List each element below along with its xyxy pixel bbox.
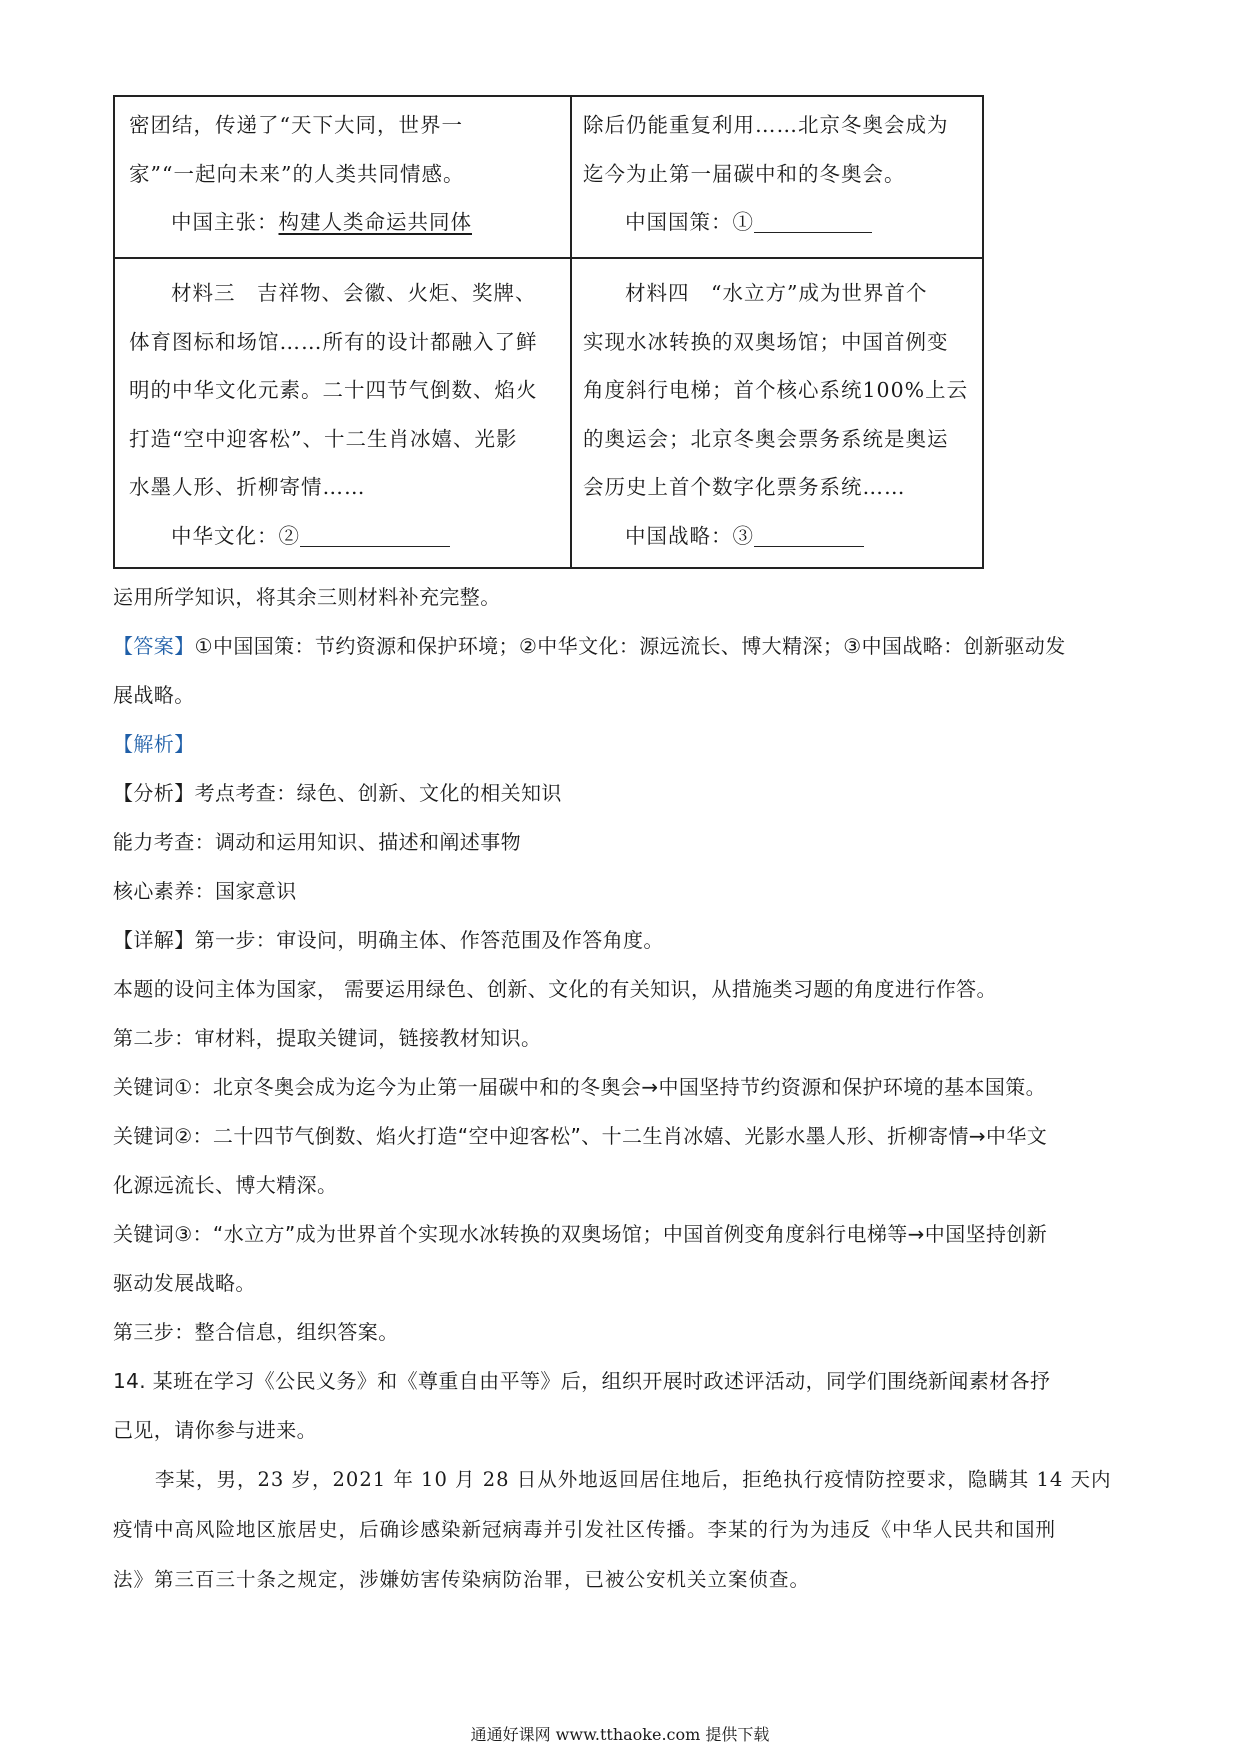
blank-two[interactable] <box>300 524 450 547</box>
page-footer: 通通好课网 www.tthaoke.com 提供下载 <box>470 1725 770 1744</box>
cell-text: 打造“空中迎客松”、十二生肖冰嬉、光影 <box>129 426 518 451</box>
cell-text: 的奥运会；北京冬奥会票务系统是奥运 <box>583 426 949 451</box>
analysis-line: 【分析】考点考查：绿色、创新、文化的相关知识 <box>113 781 562 805</box>
cell-text: 材料四 “水立方”成为世界首个 <box>625 281 928 305</box>
blank-one[interactable] <box>754 210 872 233</box>
claim-value: 构建人类命运共同体 <box>278 210 472 234</box>
table-divider-vertical <box>570 97 572 567</box>
cell-material-recycle <box>583 101 949 247</box>
question-14: 14. 某班在学习《公民义务》和《尊重自由平等》后，组织开展时政述评活动，同学们围绕新闻素材各抒 <box>113 1369 1051 1393</box>
analysis-line: 【详解】第一步：审设问，明确主体、作答范围及作答角度。 <box>113 928 664 952</box>
cell-text: 实现水冰转换的双奥场馆；中国首例变 <box>583 329 949 354</box>
claim-label: 中国主张： <box>171 210 279 234</box>
instruction: 运用所学知识，将其余三则材料补充完整。 <box>113 585 501 609</box>
answer-line-2: 展战略。 <box>113 683 195 707</box>
china-policy <box>583 198 949 247</box>
table-divider-horizontal <box>115 257 982 259</box>
blank-three[interactable] <box>754 524 864 547</box>
analysis-line: 第三步：整合信息，组织答案。 <box>113 1320 399 1344</box>
answer-text: ①中国国策：节约资源和保护环境；②中华文化：源远流长、博大精深；③中国战略：创新驱动发 <box>194 634 1066 658</box>
analysis-line: 能力考查：调动和运用知识、描述和阐述事物 <box>113 830 521 854</box>
cell-text: 会历史上首个数字化票务系统…… <box>583 475 906 499</box>
analysis-line: 本题的设问主体为国家， 需要运用绿色、创新、文化的有关知识，从措施类习题的角度进行作答。 <box>113 977 997 1001</box>
cell-text: 家”“一起向未来”的人类共同情感。 <box>129 161 465 186</box>
culture-label: 中华文化：② <box>171 523 300 548</box>
analysis-line: 第二步：审材料，提取关键词，链接教材知识。 <box>113 1026 542 1050</box>
analysis-line: 化源远流长、博大精深。 <box>113 1173 338 1197</box>
news-line: 疫情中高风险地区旅居史，后确诊感染新冠病毒并引发社区传播。李某的行为为违反《中华人民共和国刑 <box>113 1518 1057 1541</box>
analysis-line: 关键词③：“水立方”成为世界首个实现水冰转换的双奥场馆；中国首例变角度斜行电梯等→中国坚持创新 <box>113 1222 1048 1246</box>
china-strategy <box>583 512 968 561</box>
cell-text: 除后仍能重复利用……北京冬奥会成为 <box>583 113 949 137</box>
answer-tag: 【答案】 <box>113 634 195 658</box>
material-table <box>113 95 984 569</box>
analysis-tag: 【解析】 <box>113 732 195 756</box>
cell-text: 水墨人形、折柳寄情…… <box>129 475 366 499</box>
policy-label: 中国国策：① <box>625 210 754 234</box>
analysis-line: 关键词②：二十四节气倒数、焰火打造“空中迎客松”、十二生肖冰嬉、光影水墨人形、折柳寄情→中华文 <box>113 1124 1048 1148</box>
cell-text: 体育图标和场馆……所有的设计都融入了鲜 <box>129 329 538 354</box>
cell-material-two-end <box>129 101 472 247</box>
cell-material-four <box>583 269 968 560</box>
cell-text: 明的中华文化元素。二十四节气倒数、焰火 <box>129 378 538 402</box>
news-line: 法》第三百三十条之规定，涉嫌妨害传染病防治罪，已被公安机关立案侦查。 <box>113 1568 811 1591</box>
answer-line <box>113 634 1066 658</box>
news-line: 李某，男，23 岁，2021 年 10 月 28 日从外地返回居住地后，拒绝执行疫情防控要求，隐瞒其 14 天内 <box>155 1468 1112 1491</box>
cell-text: 角度斜行电梯；首个核心系统100%上云 <box>583 378 969 402</box>
cell-material-three <box>129 269 538 560</box>
strategy-label: 中国战略：③ <box>625 523 754 548</box>
question-14-cont: 己见，请你参与进来。 <box>113 1418 317 1442</box>
analysis-line: 驱动发展战略。 <box>113 1271 256 1295</box>
analysis-line: 关键词①：北京冬奥会成为迄今为止第一届碳中和的冬奥会→中国坚持节约资源和保护环境的基本国策。 <box>113 1075 1047 1099</box>
cell-text: 迄今为止第一届碳中和的冬奥会。 <box>583 161 906 186</box>
analysis-line: 核心素养：国家意识 <box>113 879 297 903</box>
cell-text: 密团结，传递了“天下大同，世界一 <box>129 113 463 137</box>
chinese-culture <box>129 512 538 561</box>
cell-text: 材料三 吉祥物、会徽、火炬、奖牌、 <box>171 281 537 305</box>
china-claim <box>129 198 472 247</box>
